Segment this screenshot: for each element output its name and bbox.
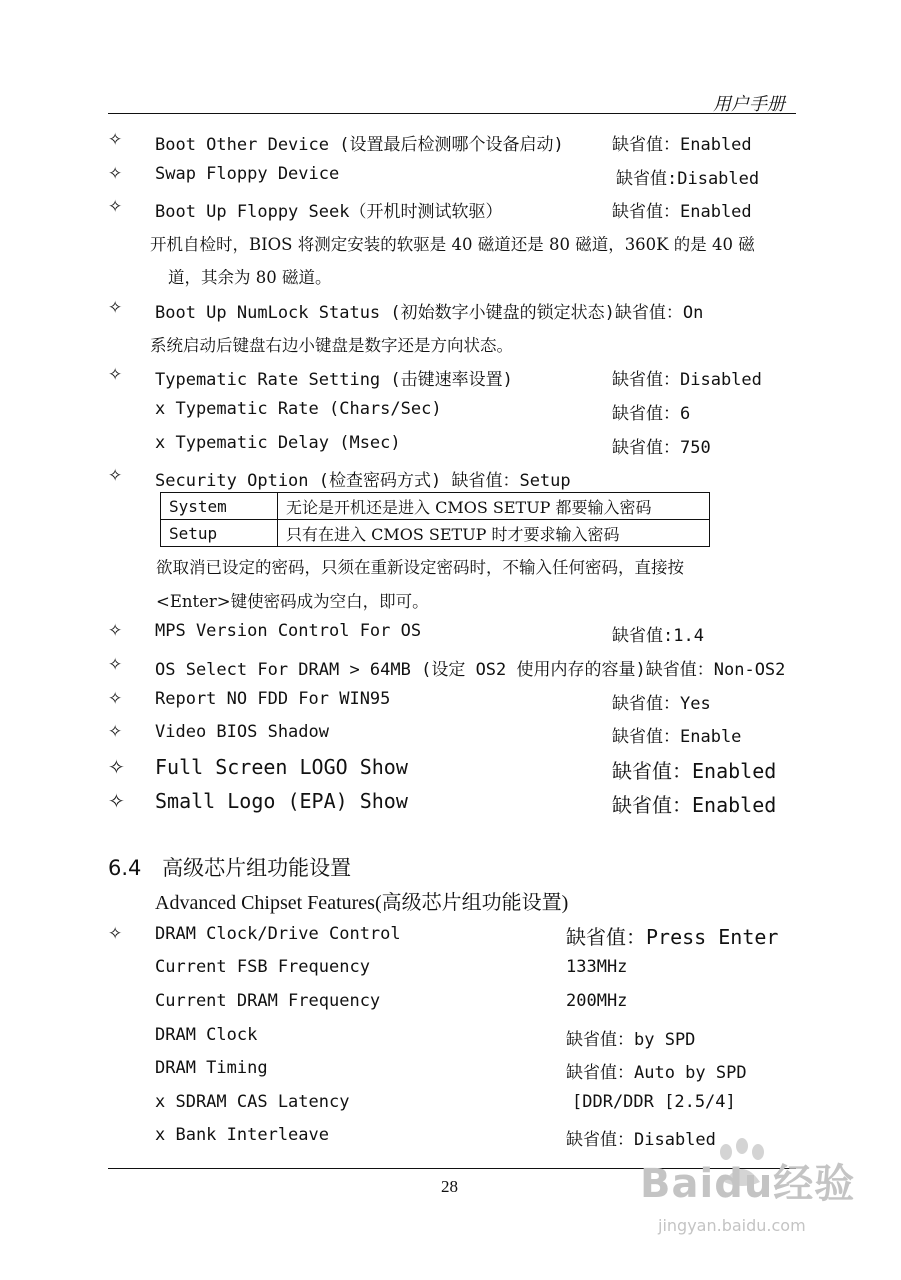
item-value: 缺省值:1.4 xyxy=(612,626,704,646)
item-value: 缺省值：Yes xyxy=(612,694,711,714)
paragraph-line: <Enter>键使密码成为空白，即可。 xyxy=(156,592,429,611)
item-label: OS Select For DRAM > 64MB (设定 OS2 使用内存的容量)缺省值：Non-OS2 xyxy=(155,660,786,680)
header-rule xyxy=(108,113,796,114)
item-label: Boot Up NumLock Status (初始数字小键盘的锁定状态)缺省值：On xyxy=(155,303,704,323)
table-cell-desc: 只有在进入 CMOS SETUP 时才要求输入密码 xyxy=(278,520,710,547)
table-cell-desc: 无论是开机还是进入 CMOS SETUP 都要输入密码 xyxy=(278,493,710,520)
bullet-icon: ✧ xyxy=(108,789,125,813)
bullet-icon: ✧ xyxy=(108,466,123,486)
table-row xyxy=(161,493,710,520)
item-label: DRAM Clock/Drive Control xyxy=(155,924,401,944)
item-label: Boot Other Device (设置最后检测哪个设备启动) xyxy=(155,135,564,155)
item-value: 缺省值：6 xyxy=(612,404,691,424)
item-label: Report NO FDD For WIN95 xyxy=(155,689,391,709)
item-label: Boot Up Floppy Seek（开机时测试软驱） xyxy=(155,202,503,222)
paragraph-line: 开机自检时，BIOS 将测定安装的软驱是 40 磁道还是 80 磁道，360K 的是 40 磁 xyxy=(150,235,755,254)
item-label: DRAM Clock xyxy=(155,1025,258,1045)
item-label: Small Logo (EPA) Show xyxy=(155,789,408,813)
item-label: Full Screen LOGO Show xyxy=(155,755,408,779)
bullet-icon: ✧ xyxy=(108,755,125,779)
item-label: x Typematic Rate (Chars/Sec) xyxy=(155,399,442,419)
item-value: 缺省值：Disabled xyxy=(566,1130,716,1150)
watermark-url: jingyan.baidu.com xyxy=(658,1216,806,1235)
bullet-icon: ✧ xyxy=(108,197,123,217)
bullet-icon: ✧ xyxy=(108,365,123,385)
page-number: 28 xyxy=(441,1177,458,1196)
item-value: 133MHz xyxy=(566,957,628,977)
section-heading xyxy=(108,852,351,882)
bullet-icon: ✧ xyxy=(108,655,123,675)
item-value: [DDR/DDR [2.5/4] xyxy=(572,1092,736,1112)
item-label: Current FSB Frequency xyxy=(155,957,370,977)
item-value: 缺省值：Disabled xyxy=(612,370,762,390)
paragraph-line: 欲取消已设定的密码，只须在重新设定密码时，不输入任何密码，直接按 xyxy=(156,558,684,577)
item-label: x Bank Interleave xyxy=(155,1125,329,1145)
table-row xyxy=(161,520,710,547)
item-value: 缺省值：750 xyxy=(612,438,711,458)
bullet-icon: ✧ xyxy=(108,689,123,709)
item-value: 缺省值：Enabled xyxy=(612,759,777,783)
table-cell-option: Setup xyxy=(161,520,278,547)
bullet-icon: ✧ xyxy=(108,298,123,318)
item-label: x Typematic Delay (Msec) xyxy=(155,433,401,453)
table-cell-option: System xyxy=(161,493,278,520)
item-value: 缺省值：Enable xyxy=(612,727,742,747)
bullet-icon: ✧ xyxy=(108,164,123,184)
item-label: Current DRAM Frequency xyxy=(155,991,381,1011)
bullet-icon: ✧ xyxy=(108,130,123,150)
item-label: MPS Version Control For OS xyxy=(155,621,422,641)
item-value: 缺省值：Enabled xyxy=(612,135,752,155)
bullet-icon: ✧ xyxy=(108,722,123,742)
item-value: 缺省值：Enabled xyxy=(612,202,752,222)
header-title: 用户手册 xyxy=(713,94,785,115)
item-label: Swap Floppy Device xyxy=(155,164,340,184)
item-label: x SDRAM CAS Latency xyxy=(155,1092,350,1112)
paragraph-line: 系统启动后键盘右边小键盘是数字还是方向状态。 xyxy=(150,336,513,355)
item-label: Security Option (检查密码方式) 缺省值：Setup xyxy=(155,471,571,491)
item-label: Video BIOS Shadow xyxy=(155,722,329,742)
item-value: 缺省值：by SPD xyxy=(566,1030,696,1050)
paragraph-line: 道，其余为 80 磁道。 xyxy=(168,268,332,287)
item-label: Typematic Rate Setting (击键速率设置) xyxy=(155,370,513,390)
bullet-icon: ✧ xyxy=(108,924,123,944)
section-number: 6.4 xyxy=(108,856,142,880)
bullet-icon: ✧ xyxy=(108,621,123,641)
item-value: 缺省值:Disabled xyxy=(616,169,760,189)
item-value: 200MHz xyxy=(566,991,628,1011)
watermark-brand: Baidu经验 xyxy=(640,1161,856,1207)
item-value: 缺省值：Press Enter xyxy=(566,925,779,949)
item-value: 缺省值：Auto by SPD xyxy=(566,1063,747,1083)
section-subtitle: Advanced Chipset Features(高级芯片组功能设置) xyxy=(155,892,569,914)
security-table xyxy=(160,492,710,547)
item-label: DRAM Timing xyxy=(155,1058,268,1078)
section-title: 高级芯片组功能设置 xyxy=(162,856,352,880)
item-value: 缺省值：Enabled xyxy=(612,793,777,817)
